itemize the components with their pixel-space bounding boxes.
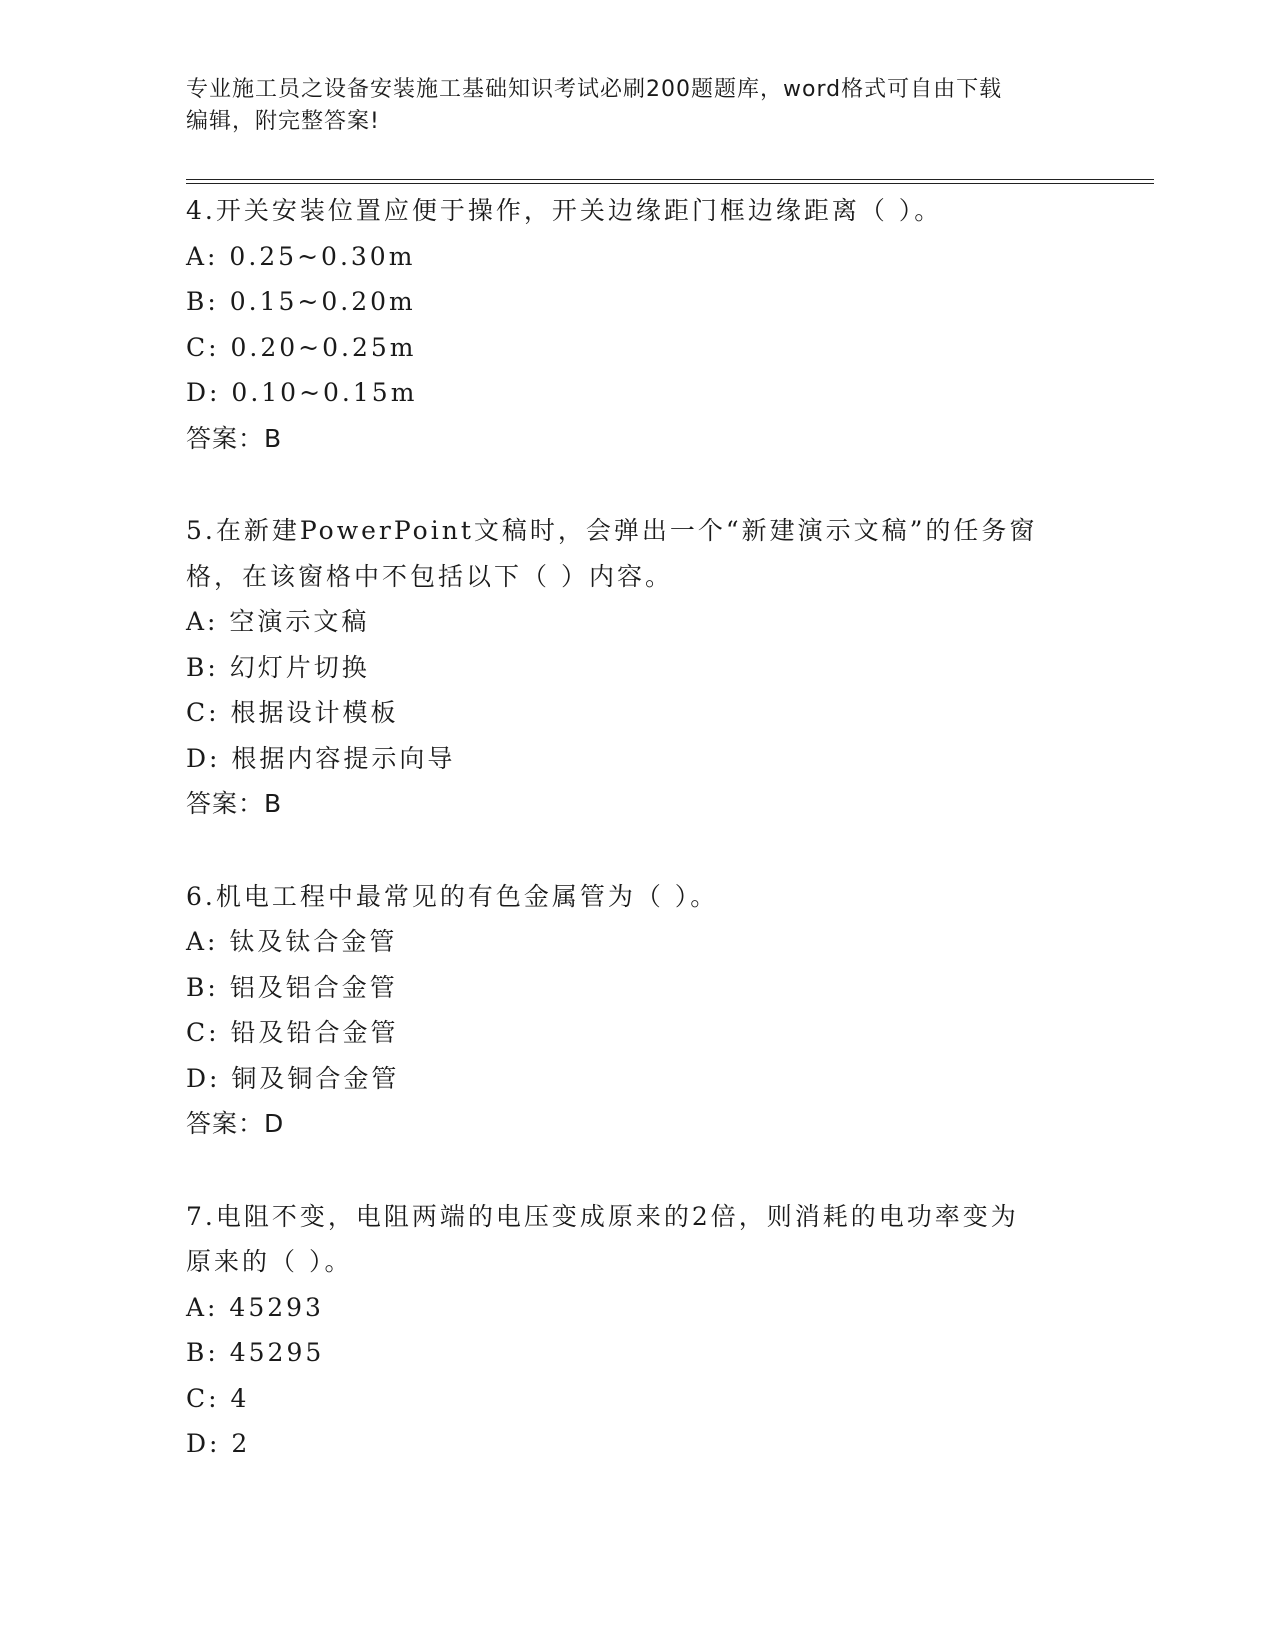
question-5 — [186, 508, 1086, 827]
document-header — [186, 74, 1066, 138]
option-c: C: 根据设计模板 — [186, 698, 399, 727]
question-stem — [186, 874, 1086, 920]
option-b: B: 0.15~0.20m — [186, 287, 416, 316]
answer: 答案：B — [186, 423, 283, 453]
question-stem — [186, 508, 1086, 599]
stem-line: 原来的（ ）。 — [186, 1247, 353, 1276]
header-divider-top — [186, 179, 1154, 180]
option-d: D: 0.10~0.15m — [186, 378, 418, 407]
option-d: D: 2 — [186, 1429, 251, 1458]
stem-line: 6.机电工程中最常见的有色金属管为（ ）。 — [186, 881, 719, 911]
answer: 答案：D — [186, 1109, 285, 1138]
stem-line: 格，在该窗格中不包括以下（ ）内容。 — [186, 561, 673, 591]
option-b: B: 幻灯片切换 — [186, 652, 370, 682]
stem-line: 4.开关安装位置应便于操作，开关边缘距门框边缘距离（ ）。 — [186, 196, 943, 225]
header-line-2: 编辑，附完整答案! — [186, 109, 380, 134]
question-stem — [186, 1194, 1086, 1285]
header-line-1: 专业施工员之设备安装施工基础知识考试必刷200题题库，word格式可自由下载 — [186, 77, 1003, 102]
stem-line: 7.电阻不变，电阻两端的电压变成原来的2倍，则消耗的电功率变为 — [186, 1201, 1019, 1231]
answer: 答案：B — [186, 789, 283, 818]
option-c: C: 0.20~0.25m — [186, 332, 417, 362]
option-d: D: 铜及铜合金管 — [186, 1063, 400, 1093]
option-c: C: 4 — [186, 1383, 250, 1413]
header-divider-bottom — [186, 183, 1154, 184]
option-b: B: 45295 — [186, 1338, 325, 1367]
option-d: D: 根据内容提示向导 — [186, 743, 456, 773]
question-4 — [186, 188, 1086, 461]
question-6 — [186, 874, 1086, 1147]
stem-line: 5.在新建PowerPoint文稿时，会弹出一个“新建演示文稿”的任务窗 — [186, 516, 1038, 545]
option-c: C: 铅及铅合金管 — [186, 1018, 399, 1047]
question-stem — [186, 188, 1086, 234]
question-7 — [186, 1194, 1086, 1467]
option-a: A: 钛及钛合金管 — [186, 927, 398, 956]
option-a: A: 0.25~0.30m — [186, 241, 416, 271]
option-a: A: 45293 — [186, 1292, 324, 1322]
option-b: B: 铝及铝合金管 — [186, 972, 398, 1002]
option-a: A: 空演示文稿 — [186, 607, 370, 636]
question-list — [186, 188, 1086, 1514]
